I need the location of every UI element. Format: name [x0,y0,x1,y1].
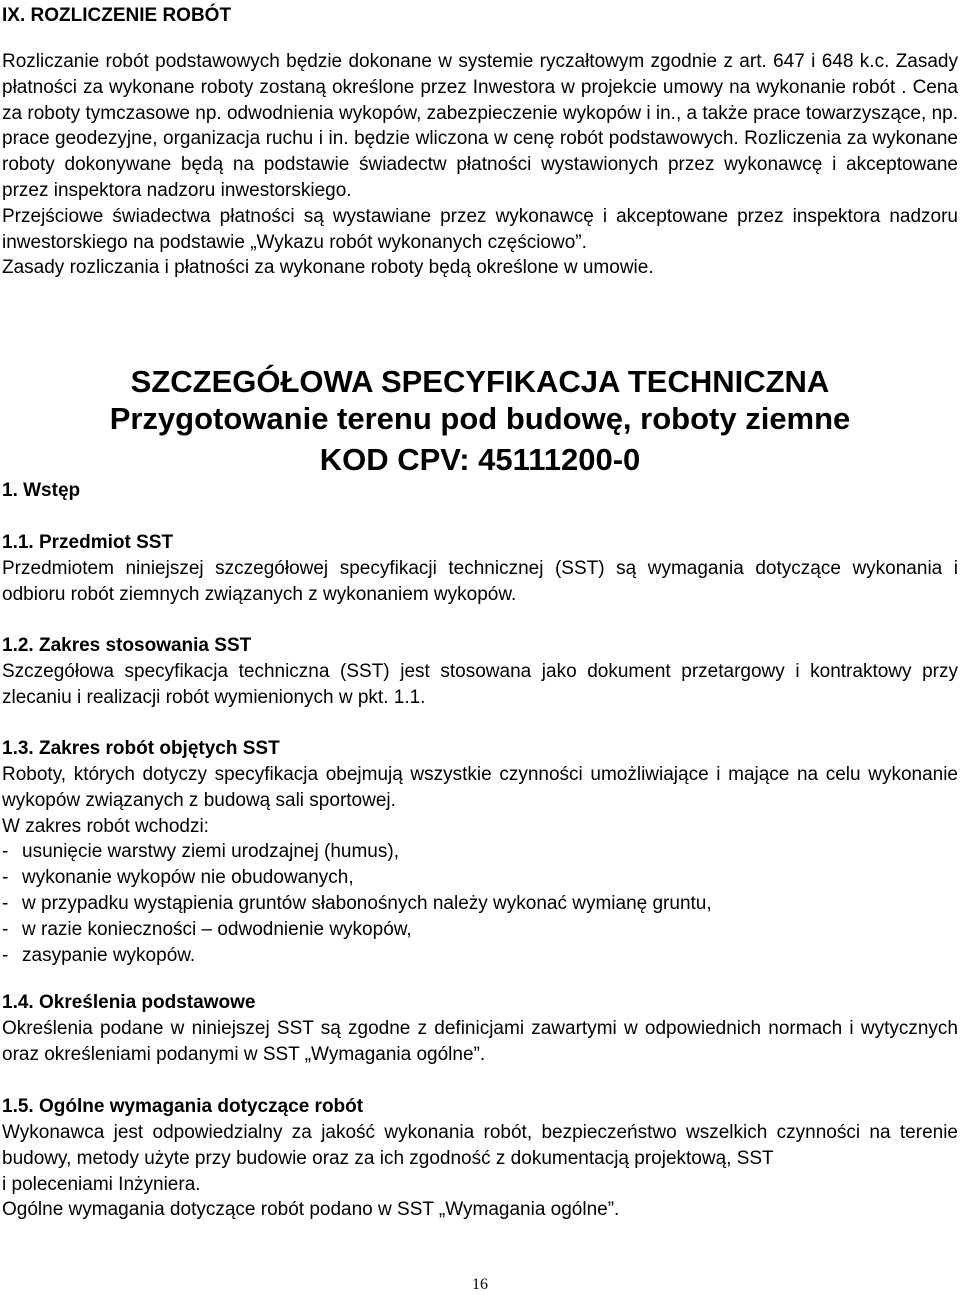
section-1-3-body [2,762,958,968]
spec-title: SZCZEGÓŁOWA SPECYFIKACJA TECHNICZNA [130,364,830,399]
section-1-5-heading: 1.5. Ogólne wymagania dotyczące robót [2,1096,364,1117]
section-1-3-text: Roboty, których dotyczy specyfikacja obejmują wszystkie czynności umożliwiające i mające na celu wykonanie wykopów związanych z budową sali sportowej. [2,764,958,811]
list-item-text: zasypanie wykopów. [22,944,196,966]
settlement-rules-text: Zasady rozliczania i płatności za wykonane roboty będą określone w umowie. [2,257,654,279]
list-item-text: w razie konieczności – odwodnienie wykopów, [22,918,412,940]
section-1-1-heading: 1.1. Przedmiot SST [2,532,174,553]
list-dash: - [2,918,9,940]
intro-heading: 1. Wstęp [2,480,81,501]
list-item [2,865,958,891]
settlement-paragraph [2,49,958,281]
section-1-4-text: Określenia podane w niniejszej SST są zgodne z definicjami zawartymi w odpowiednich normach i wytycznych oraz określeniami podanymi w SST „Wymagania ogólne”. [2,1018,958,1065]
list-item-text: wykonanie wykopów nie obudowanych, [22,867,354,889]
list-dash: - [2,841,9,863]
section-1-2-text: Szczegółowa specyfikacja techniczna (SST) jest stosowana jako dokument przetargowy i kontraktowy przy zlecaniu i realizacji robót wymienionych w pkt. 1.1. [2,661,958,708]
list-dash: - [2,892,9,914]
section-1-5-body [2,1120,958,1223]
list-dash: - [2,867,9,889]
section-1-1-text: Przedmiotem niniejszej szczegółowej specyfikacji technicznej (SST) są wymagania dotyczące wykonania i odbioru robót ziemnych związanych z wykonaniem wykopów. [2,558,958,605]
section-1-2-heading: 1.2. Zakres stosowania SST [2,635,252,656]
spec-subtitle: Przygotowanie terenu pod budowę, roboty ziemne [109,401,851,436]
list-item [2,917,958,943]
scope-intro: W zakres robót wchodzi: [2,815,209,837]
list-item [2,943,958,969]
section-1-5-text: Wykonawca jest odpowiedzialny za jakość wykonania robót, bezpieczeństwo wszelkich czynności na terenie budowy, metody użyte przy budowie oraz za ich zgodność z dokumentacją projektową, SST [2,1122,958,1169]
list-item-text: w przypadku wystąpienia gruntów słabonośnych należy wykonać wymianę gruntu, [22,892,712,914]
spec-code: KOD CPV: 45111200-0 [319,442,641,477]
list-item [2,839,958,865]
list-dash: - [2,944,9,966]
interim-certificates-text: Przejściowe świadectwa płatności są wystawiane przez wykonawcę i akceptowane przez inspektora nadzoru inwestorskiego na podstawie „Wykazu robót wykonanych częściowo”. [2,205,958,253]
section-1-4-heading: 1.4. Określenia podstawowe [2,992,256,1013]
settlement-text: Rozliczanie robót podstawowych będzie dokonane w systemie ryczałtowym zgodnie z art. 647 i 648 k.c. Zasady płatności za wykonane roboty zostaną określone przez Inwestora w projekcie umowy na wykonanie robót . Cena za roboty tymczasowe np. odwodnienia wykopów, zabezpieczenie wykopów i in., a także prace towarzyszące, np. prace geodezyjne, organizacja ruchu i in. będzie wliczona w cenę robót podstawowych. Rozliczenia za wykonane roboty dokonywane będą na podstawie świadectw płatności wystawionych przez wykonawcę i akceptowane przez inspektora nadzoru inwestorskiego. [2,51,958,201]
section-1-5-text-3: Ogólne wymagania dotyczące robót podano w SST „Wymagania ogólne”. [2,1199,620,1221]
list-item [2,891,958,917]
section-1-3-heading: 1.3. Zakres robót objętych SST [2,738,280,759]
scope-list [2,839,958,968]
page-number: 16 [472,1276,488,1293]
section-1-5-text-2: i poleceniami Inżyniera. [2,1173,201,1195]
list-item-text: usunięcie warstwy ziemi urodzajnej (humus), [22,841,399,863]
section-title: IX. ROZLICZENIE ROBÓT [2,5,232,26]
